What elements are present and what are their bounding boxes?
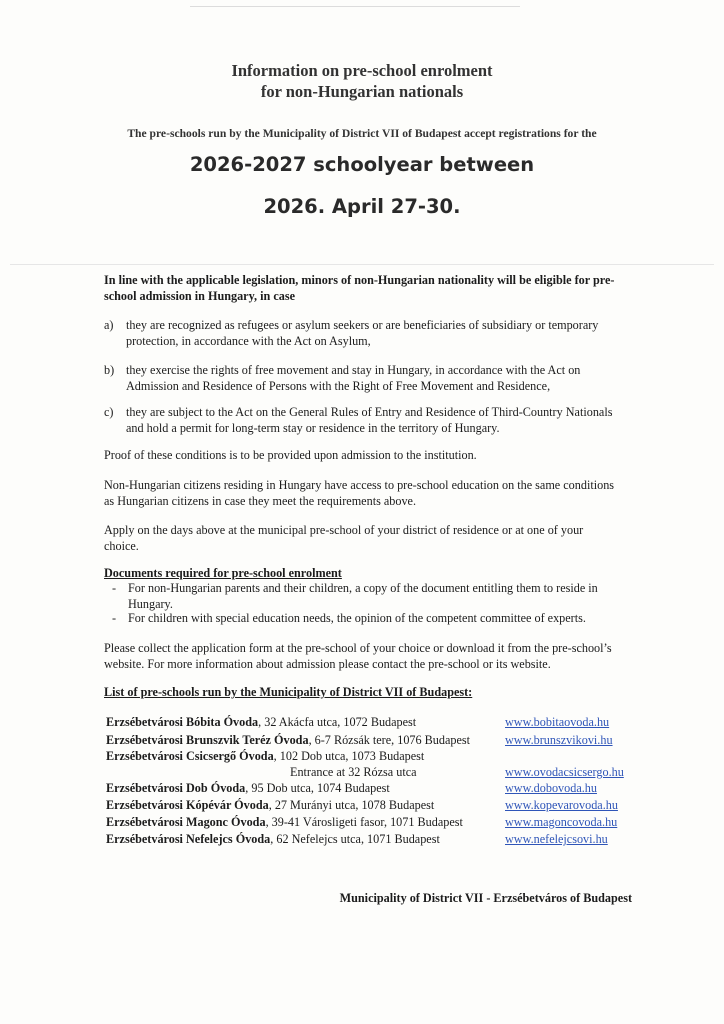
school-website-link[interactable]: www.magoncovoda.hu — [505, 815, 618, 829]
collect-line-1: Please collect the application form at the pre-school of your choice or download it from the pre-school’s — [104, 641, 612, 655]
school-website-link[interactable]: www.bobitaovoda.hu — [505, 715, 610, 729]
school-row — [106, 781, 506, 796]
scan-artifact-fold — [10, 264, 714, 265]
access-line-1: Non-Hungarian citizens residing in Hungary have access to pre-school education on the same conditions — [104, 478, 615, 492]
school-name: Erzsébetvárosi Brunszvik Teréz Óvoda — [106, 733, 309, 747]
list-item-text — [126, 362, 632, 394]
list-item-line-1: they are subject to the Act on the General Rules of Entry and Residence of Third-Country Nationals — [126, 405, 613, 419]
school-name: Erzsébetvárosi Dob Óvoda — [106, 781, 246, 795]
school-name: Erzsébetvárosi Bóbita Óvoda — [106, 715, 259, 729]
school-name: Erzsébetvárosi Kópévár Óvoda — [106, 798, 269, 812]
school-website-link[interactable]: www.dobovoda.hu — [505, 781, 597, 795]
list-item-text — [126, 317, 632, 349]
headline-dates: 2026. April 27-30. — [263, 195, 461, 218]
list-item-line-1: they are recognized as refugees or asylum seekers or are beneficiaries of subsidiary or temporary — [126, 318, 599, 332]
scan-artifact-top — [190, 6, 520, 7]
school-address: , 39-41 Városligeti fasor, 1071 Budapest — [265, 815, 463, 829]
list-item-line-2: protection, in accordance with the Act on Asylum, — [126, 334, 371, 348]
list-item-text — [126, 404, 632, 436]
list-marker: - — [112, 611, 117, 625]
eligibility-heading — [104, 272, 632, 304]
school-address: , 27 Murányi utca, 1078 Budapest — [268, 798, 435, 812]
collect-line-2: website. For more information about admission please contact the pre-school or its website. — [104, 657, 551, 671]
list-item-line-2: and hold a permit for long-term stay or residence in the territory of Hungary. — [126, 421, 500, 435]
school-row — [106, 832, 506, 847]
document-title — [0, 60, 724, 102]
list-marker: a) — [104, 318, 114, 332]
list-item-line-1: For non-Hungarian parents and their children, a copy of the document entitling them to reside in — [128, 581, 598, 595]
school-row — [106, 798, 506, 813]
school-name: Erzsébetvárosi Nefelejcs Óvoda — [106, 832, 271, 846]
school-website-link[interactable]: www.brunszvikovi.hu — [505, 733, 613, 747]
school-row — [106, 815, 506, 830]
list-item-line-1: For children with special education needs, the opinion of the competent committee of experts. — [128, 611, 586, 625]
school-row — [106, 749, 506, 764]
schools-heading: List of pre-schools run by the Municipality of District VII of Budapest: — [104, 685, 473, 699]
school-website-link[interactable]: www.nefelejcsovi.hu — [505, 832, 608, 846]
headline-schoolyear: 2026-2027 schoolyear between — [189, 153, 535, 176]
school-website-link[interactable]: www.ovodacsicsergo.hu — [505, 765, 624, 779]
school-address: Entrance at 32 Rózsa utca — [290, 765, 417, 779]
school-row — [106, 733, 506, 748]
list-marker: c) — [104, 405, 114, 419]
documents-heading: Documents required for pre-school enrolment — [104, 566, 342, 580]
list-item-line-1: they exercise the rights of free movement and stay in Hungary, in accordance with the Act on — [126, 363, 581, 377]
proof-paragraph: Proof of these conditions is to be provided upon admission to the institution. — [104, 448, 477, 462]
title-line-1: Information on pre-school enrolment — [231, 61, 493, 80]
title-line-2: for non-Hungarian nationals — [260, 82, 464, 101]
school-website-link[interactable]: www.kopevarovoda.hu — [505, 798, 618, 812]
eligibility-heading-line-2: school admission in Hungary, in case — [104, 289, 295, 303]
list-item-text — [128, 580, 632, 612]
list-item-text — [128, 610, 632, 626]
eligibility-heading-line-1: In line with the applicable legislation, minors of non-Hungarian nationality will be eligible for pre- — [104, 273, 615, 287]
school-address: , 6-7 Rózsák tere, 1076 Budapest — [308, 733, 471, 747]
list-item-line-2: Hungary. — [128, 597, 173, 611]
school-name: Erzsébetvárosi Csicsergő Óvoda — [106, 749, 274, 763]
access-line-2: as Hungarian citizens in case they meet the requirements above. — [104, 494, 417, 508]
school-row — [106, 715, 506, 730]
school-address: , 62 Nefelejcs utca, 1071 Budapest — [270, 832, 440, 846]
apply-line-1: Apply on the days above at the municipal pre-school of your district of residence or at one of your — [104, 523, 584, 537]
apply-paragraph — [104, 522, 632, 554]
collect-paragraph — [104, 640, 632, 672]
school-name: Erzsébetvárosi Magonc Óvoda — [106, 815, 266, 829]
list-item-line-2: Admission and Residence of Persons with the Right of Free Movement and Residence, — [126, 379, 551, 393]
list-marker: b) — [104, 363, 115, 377]
footer-signature: Municipality of District VII - Erzsébetváros of Budapest — [339, 891, 632, 905]
apply-line-2: choice. — [104, 539, 139, 553]
list-marker: - — [112, 581, 117, 595]
school-row-continuation — [290, 765, 690, 780]
school-address: , 32 Akácfa utca, 1072 Budapest — [258, 715, 417, 729]
school-address: , 95 Dob utca, 1074 Budapest — [245, 781, 390, 795]
school-address: , 102 Dob utca, 1073 Budapest — [273, 749, 425, 763]
access-paragraph — [104, 477, 632, 509]
intro-text: The pre-schools run by the Municipality of District VII of Budapest accept registrations for the — [127, 127, 597, 140]
